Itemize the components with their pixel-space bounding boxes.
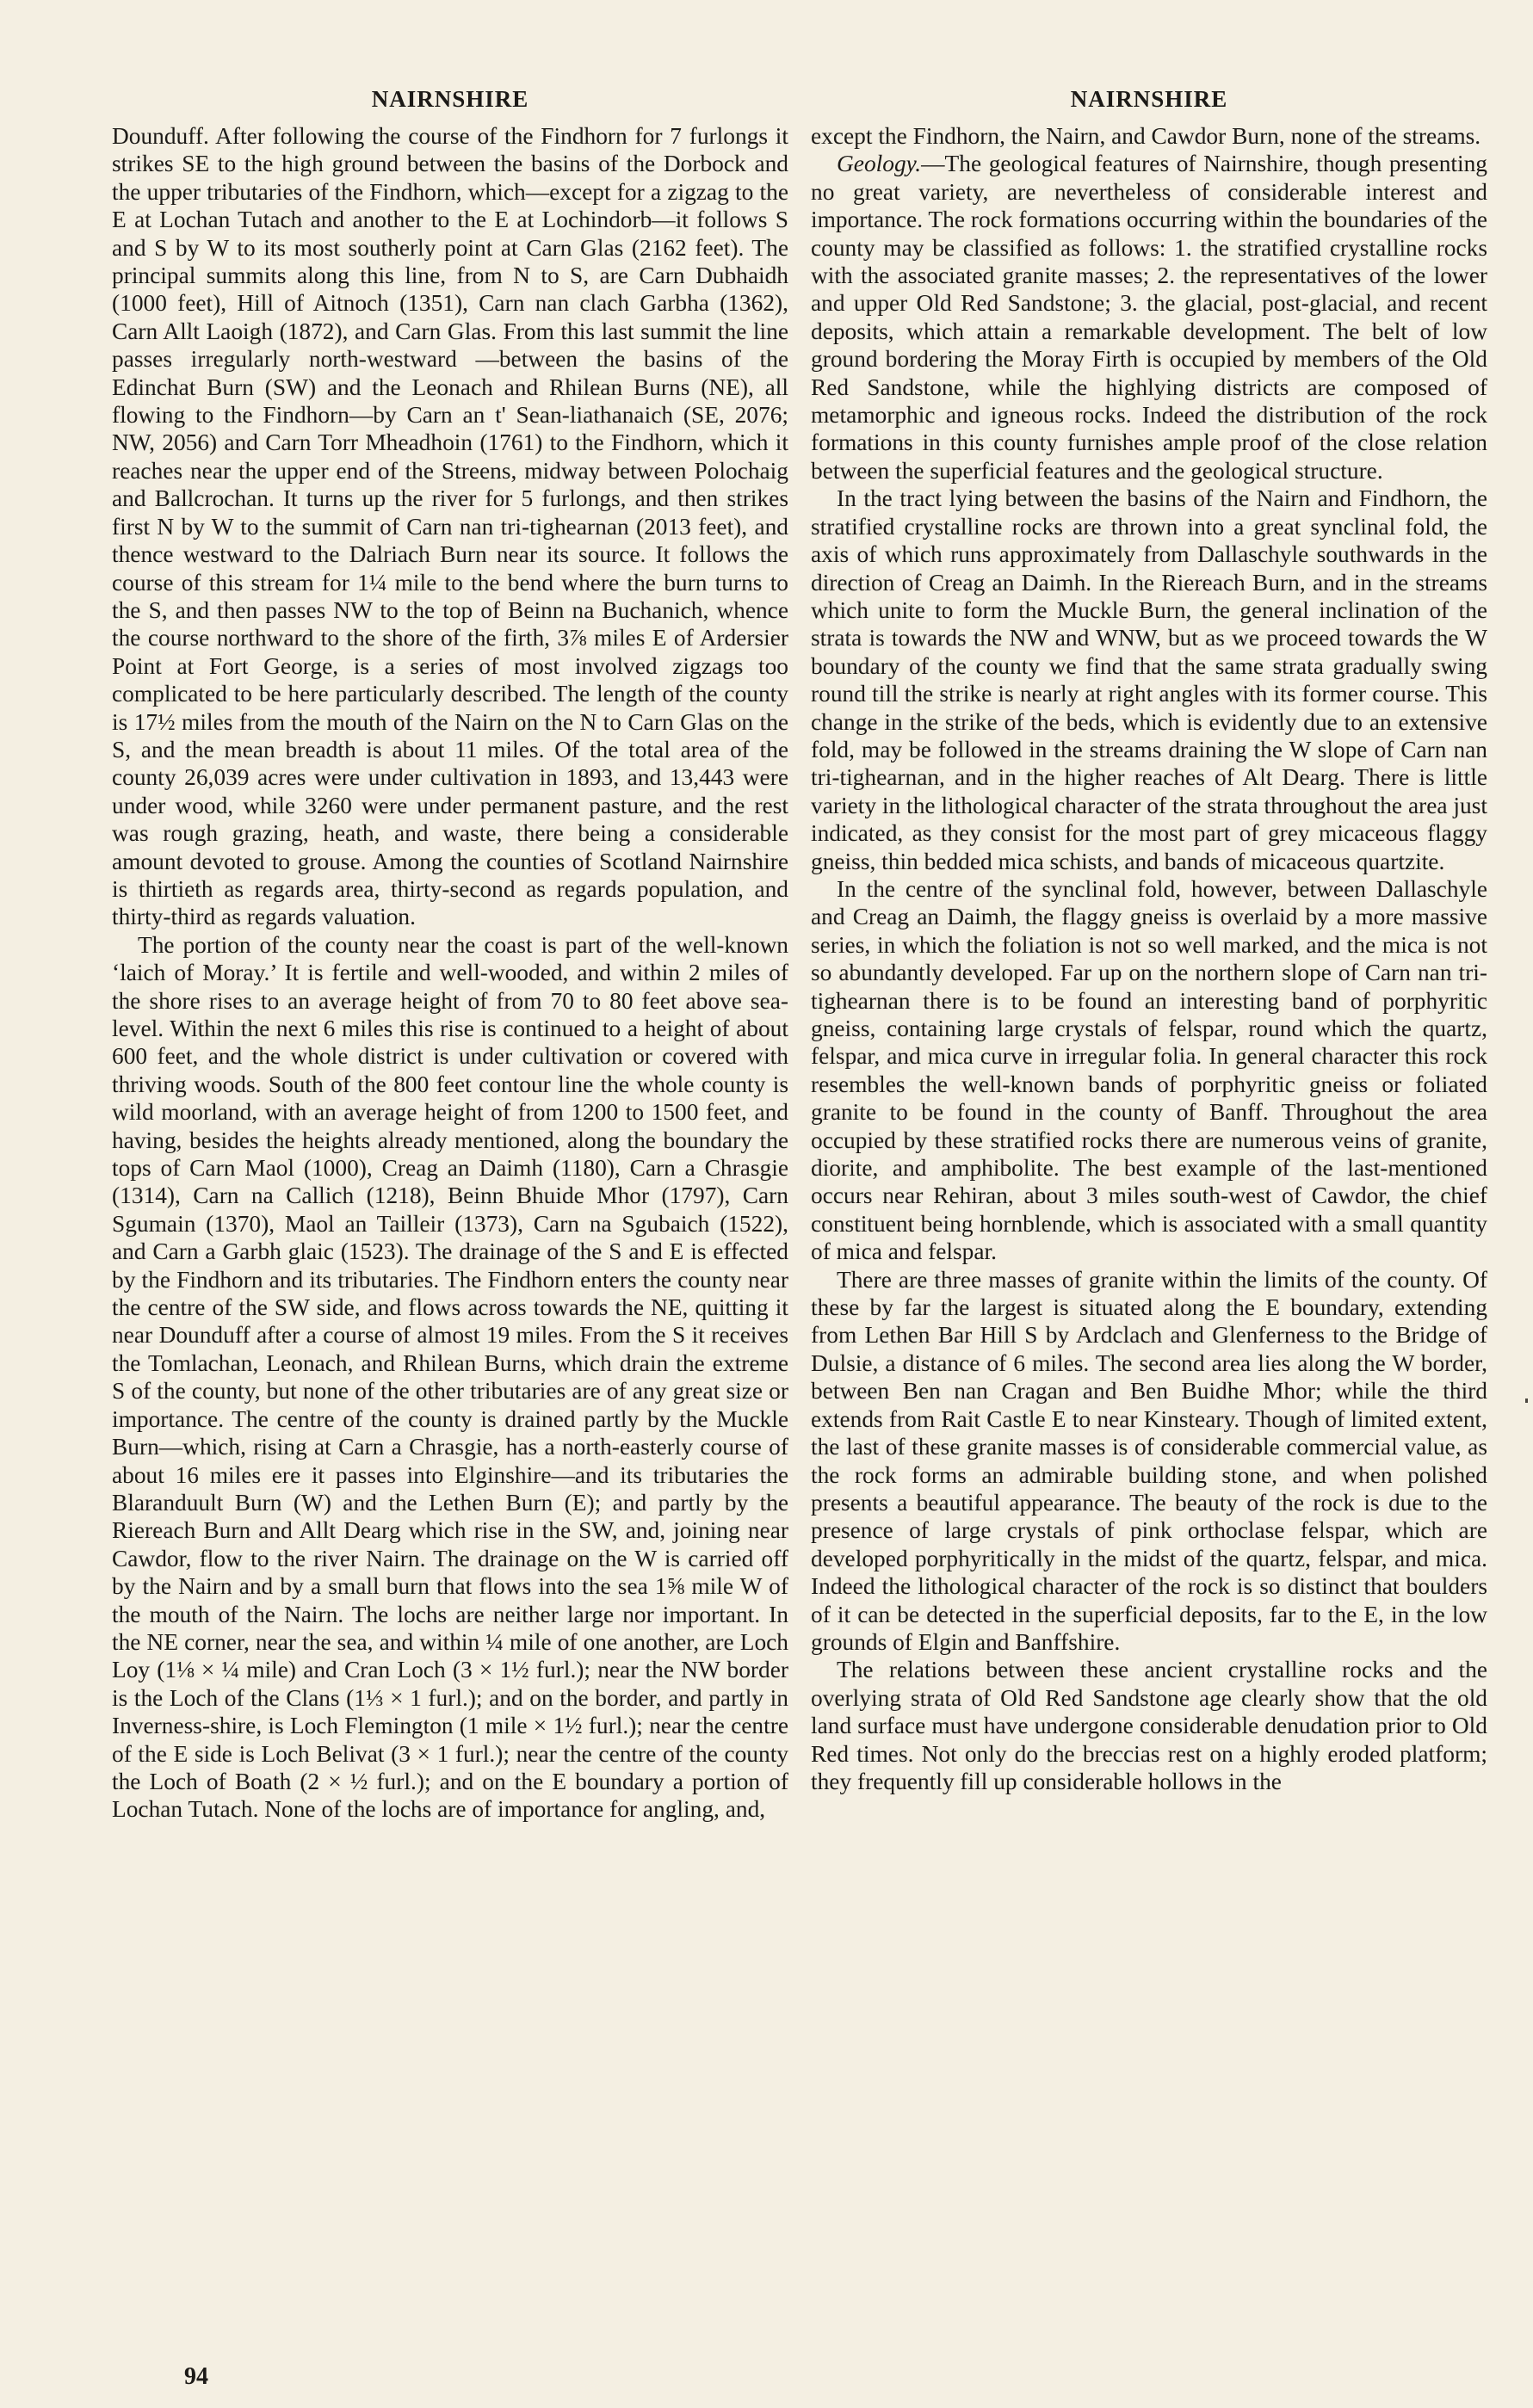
running-head-left: NAIRNSHIRE xyxy=(371,86,529,112)
geology-text: —The geological features of Nairnshire, though presenting no great variety, are nevertheless of considerable interest and importance. The rock formations occurring within the boundaries of the county may be classified as follows: 1. the stratified crystalline rocks with the associated granite masses; 2. the representatives of the lower and upper Old Red Sandstone; 3. the glacial, post-glacial, and recent deposits, which attain a remarkable development. The belt of low ground bordering the Moray Firth is occupied by members of the Old Red Sandstone, while the highlying districts are composed of metamorphic and igneous rocks. Indeed the distribution of the rock formations in this county furnishes ample proof of the close relation between the superficial features and the geological structure. xyxy=(811,151,1487,484)
paragraph-granite-masses: There are three masses of granite within the limits of the county. Of these by far the largest is situated along the E boundary, extending from Lethen Bar Hill S by Ardclach and Glenferness to the Bridge of Dulsie, a distance of 6 miles. The second area lies along the W border, between Ben nan Cragan and Ben Buidhe Mhor; while the third extends from Rait Castle E to near Kinsteary. Though of limited extent, the last of these granite masses is of considerable commercial value, as the rock forms an admirable building stone, and when polished presents a beautiful appearance. The beauty of the rock is due to the presence of large crystals of pink orthoclase felspar, which are developed porphyritically in the midst of the quartz, felspar, and mica. Indeed the lithological character of the rock is so distinct that boulders of it can be detected in the superficial deposits, far to the E, in the low grounds of Elgin and Banffshire. xyxy=(811,1266,1487,1655)
paragraph-streams-continuation: except the Findhorn, the Nairn, and Cawdor Burn, none of the streams. xyxy=(811,123,1481,149)
margin-speck xyxy=(1525,1398,1528,1403)
left-column xyxy=(112,76,788,2365)
paragraph-laich-of-moray: The portion of the county near the coast is part of the well-known ‘laich of Moray.’ It is fertile and well-wooded, and within 2 miles of the shore rises to an average height of from 70 to 80 feet above sea-level. Within the next 6 miles this rise is continued to a height of about 600 feet, and the whole district is under cultivation or covered with thriving woods. South of the 800 feet contour line the whole county is wild moorland, with an average height of from 1200 to 1500 feet, and having, besides the heights already mentioned, along the boundary the tops of Carn Maol (1000), Creag an Daimh (1180), Carn a Chrasgie (1314), Carn na Callich (1218), Beinn Bhuide Mhor (1797), Carn Sgumain (1370), Maol an Tailleir (1373), Carn na Sgubaich (1522), and Carn a Garbh glaic (1523). The drainage of the S and E is effected by the Findhorn and its tributaries. The Findhorn enters the county near the centre of the SW side, and flows across towards the NE, quitting it near Dounduff after a course of almost 19 miles. From the S it receives the Tomlachan, Leonach, and Rhilean Burns, which drain the extreme S of the county, but none of the other tributaries are of any great size or importance. The centre of the county is drained partly by the Muckle Burn—which, rising at Carn a Chrasgie, has a north-easterly course of about 16 miles ere it passes into Elginshire—and its tributaries the Blaranduult Burn (W) and the Lethen Burn (E); and partly by the Riereach Burn and Allt Dearg which rise in the SW, and, joining near Cawdor, flow to the river Nairn. The drainage on the W is carried off by the Nairn and by a small burn that flows into the sea 1⅝ mile W of the mouth of the Nairn. The lochs are neither large nor important. In the NE corner, near the sea, and within ¼ mile of one another, are Loch Loy (1⅛ × ¼ mile) and Cran Loch (3 × 1½ furl.); near the NW border is the Loch of the Clans (1⅓ × 1 furl.); and on the border, and partly in Inverness-shire, is Loch Flemington (1 mile × 1½ furl.); near the centre of the E side is Loch Belivat (3 × 1 furl.); near the centre of the county the Loch of Boath (2 × ½ furl.); and on the E boundary a portion of Lochan Tutach. None of the lochs are of importance for angling, and, xyxy=(112,931,788,1823)
right-column xyxy=(811,76,1487,2365)
paragraph-boundary-description: Dounduff. After following the course of the Findhorn for 7 furlongs it strikes SE to the high ground between the basins of the Dorbock and the upper tributaries of the Findhorn, which—except for a zigzag to the E at Lochan Tutach and another to the E at Lochindorb—it follows S and S by W to its most southerly point at Carn Glas (2162 feet). The principal summits along this line, from N to S, are Carn Dubhaidh (1000 feet), Hill of Aitnoch (1351), Carn nan clach Garbha (1362), Carn Allt Laoigh (1872), and Carn Glas. From this last summit the line passes irregularly north-westward —between the basins of the Edinchat Burn (SW) and the Leonach and Rhilean Burns (NE), all flowing to the Findhorn—by Carn an t' Sean-liathanaich (SE, 2076; NW, 2056) and Carn Torr Mheadhoin (1761) to the Findhorn, which it reaches near the upper end of the Streens, midway between Polochaig and Ballcrochan. It turns up the river for 5 furlongs, and then strikes first N by W to the summit of Carn nan tri-tighearnan (2013 feet), and thence westward to the Dalriach Burn near its source. It follows the course of this stream for 1¼ mile to the bend where the burn turns to the S, and then passes NW to the top of Beinn na Buchanich, whence the course northward to the shore of the firth, 3⅞ miles E of Ardersier Point at Fort George, is a series of most involved zigzags too complicated to be here particularly described. The length of the county is 17½ miles from the mouth of the Nairn on the N to Carn Glas on the S, and the mean breadth is about 11 miles. Of the total area of the county 26,039 acres were under cultivation in 1893, and 13,443 were under wood, while 3260 were under permanent pasture, and the rest was rough grazing, heath, and waste, there being a considerable amount devoted to grouse. Among the counties of Scotland Nairnshire is thirtieth as regards area, thirty-second as regards population, and thirty-third as regards valuation. xyxy=(112,123,788,930)
paragraph-old-red-sandstone: The relations between these ancient crystalline rocks and the overlying strata of Old Red Sandstone age clearly show that the old land surface must have undergone considerable denudation prior to Old Red times. Not only do the breccias rest on a highly eroded platform; they frequently fill up considerable hollows in the xyxy=(811,1657,1487,1794)
paragraph-porphyritic-gneiss: In the centre of the synclinal fold, however, between Dallaschyle and Creag an Daimh, the flaggy gneiss is overlaid by a more massive series, in which the foliation is not so well marked, and the mica is not so abundantly developed. Far up on the northern slope of Carn nan tri-tighearnan there is to be found an interesting band of porphyritic gneiss, containing large crystals of felspar, round which the quartz, felspar, and mica curve in irregular folia. In general character this rock resembles the well-known bands of porphyritic gneiss or foliated granite to be found in the county of Banff. Throughout the area occupied by these stratified rocks there are numerous veins of granite, diorite, and amphibolite. The best example of the last-mentioned occurs near Rehiran, about 3 miles south-west of Cawdor, the chief constituent being hornblende, which is associated with a small quantity of mica and felspar. xyxy=(811,875,1487,1265)
geology-heading: Geology. xyxy=(837,151,922,177)
running-head-right: NAIRNSHIRE xyxy=(1070,86,1228,112)
paragraph-geology xyxy=(811,150,1487,485)
page-number: 94 xyxy=(184,2363,208,2390)
paragraph-synclinal-fold: In the tract lying between the basins of the Nairn and Findhorn, the stratified crystalline rocks are thrown into a great synclinal fold, the axis of which runs approximately from Dallaschyle southwards in the direction of Creag an Daimh. In the Riereach Burn, and in the streams which unite to form the Muckle Burn, the general inclination of the strata is towards the NW and WNW, but as we proceed towards the W boundary of the county we find that the same strata gradually swing round till the strike is nearly at right angles with its former course. This change in the strike of the beds, which is evidently due to an extensive fold, may be followed in the streams draining the W slope of Carn nan tri-tighearnan, and in the higher reaches of Alt Dearg. There is little variety in the lithological character of the strata throughout the area just indicated, as they consist for the most part of grey micaceous flaggy gneiss, thin bedded mica schists, and bands of micaceous quartzite. xyxy=(811,485,1487,874)
